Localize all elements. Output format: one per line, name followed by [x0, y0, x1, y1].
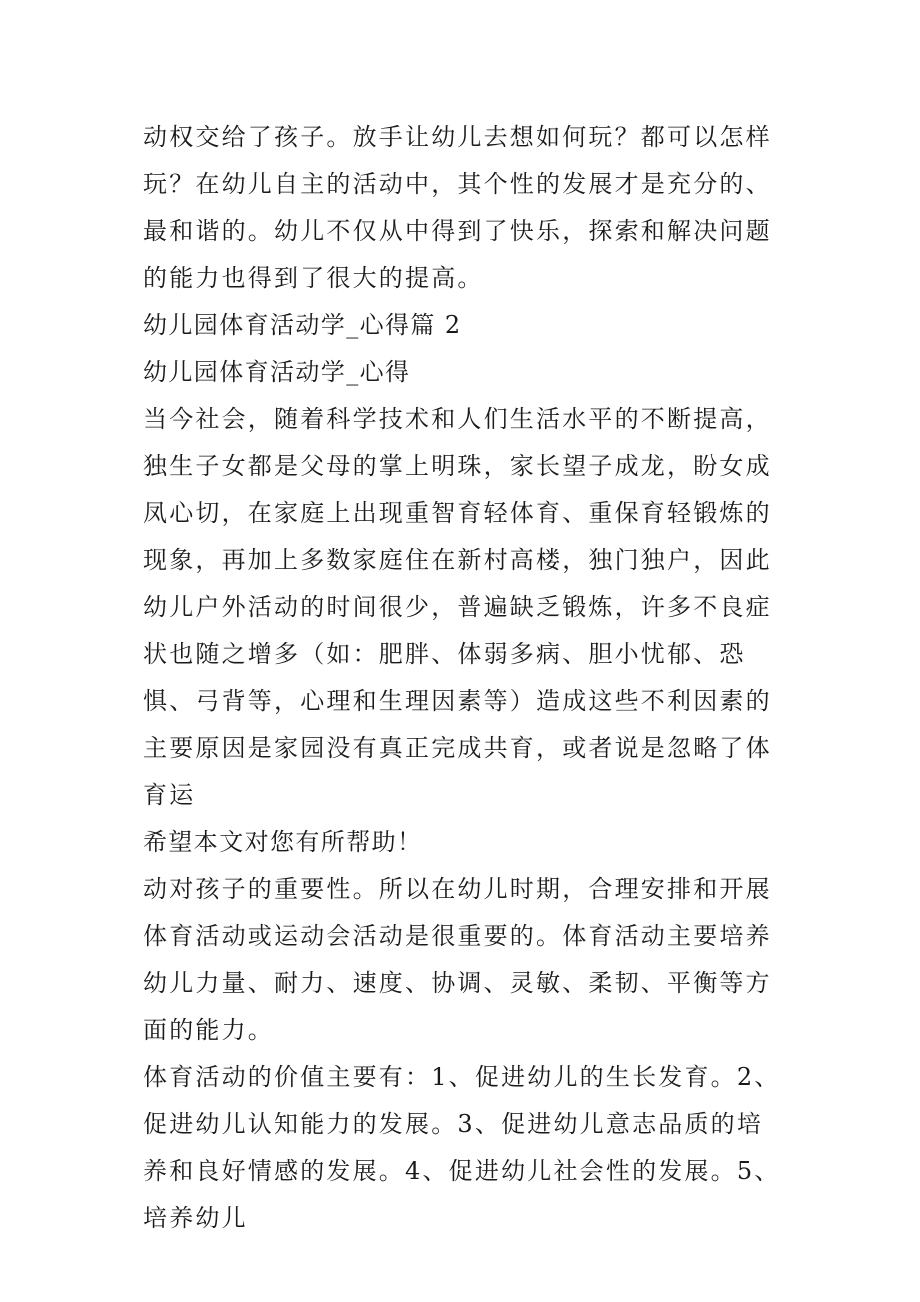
hope-note: 希望本文对您有所帮助！ [143, 828, 423, 856]
paragraph-society: 当今社会，随着科学技术和人们生活水平的不断提高，独生子女都是父母的掌上明珠，家长望子成龙，盼女成凤心切，在家庭上出现重智育轻体育、重保育轻锻炼的现象，再加上多数家庭住在新村高楼，独门独户，因此幼儿户外活动的时间很少，普遍缺乏锻炼，许多不良症状也随之增多（如：肥胖、体弱多病、胆小忧郁、恐惧、弓背等，心理和生理因素等）造成这些不利因素的主要原因是家园没有真正完成共育，或者说是忽略了体育运 [143, 405, 772, 809]
paragraph-importance: 动对孩子的重要性。所以在幼儿时期，合理安排和开展体育活动或运动会活动是很重要的。体育活动主要培养幼儿力量、耐力、速度、协调、灵敏、柔韧、平衡等方面的能力。 [143, 875, 772, 1044]
document-body [143, 114, 783, 1242]
paragraph-values: 体育活动的价值主要有：1、促进幼儿的生长发育。2、促进幼儿认知能力的发展。3、促进幼儿意志品质的培养和良好情感的发展。4、促进幼儿社会性的发展。5、培养幼儿 [143, 1063, 781, 1232]
article-title: 幼儿园体育活动学_心得 [143, 358, 411, 386]
section-heading: 幼儿园体育活动学_心得篇 2 [143, 311, 462, 339]
paragraph-intro-continuation: 动权交给了孩子。放手让幼儿去想如何玩？都可以怎样玩？在幼儿自主的活动中，其个性的发展才是充分的、最和谐的。幼儿不仅从中得到了快乐，探索和解决问题的能力也得到了很大的提高。 [143, 123, 772, 292]
